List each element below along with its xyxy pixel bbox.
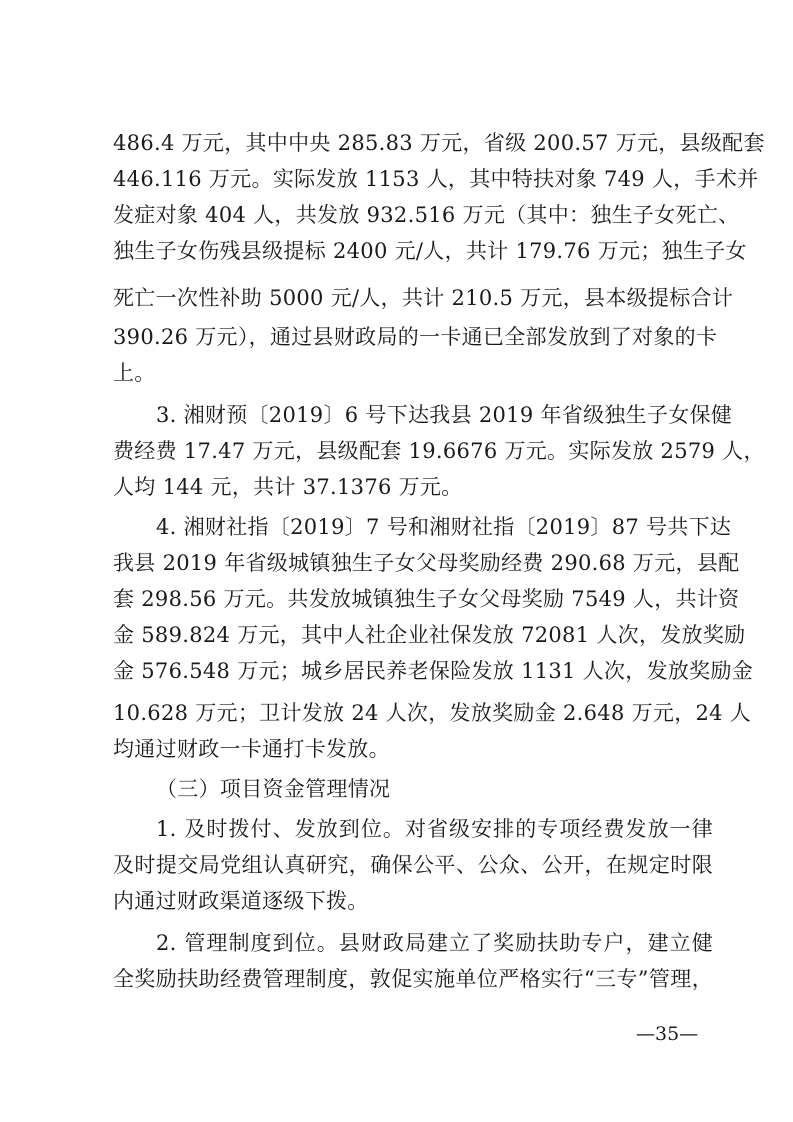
body-text-line: 套 298.56 万元。共发放城镇独生子女父母奖励 7549 人，共计资 [113, 587, 740, 611]
body-text-line: 人均 144 元，共计 37.1376 万元。 [113, 475, 463, 499]
body-text-line: 我县 2019 年省级城镇独生子女父母奖励经费 290.68 万元，县配 [113, 551, 740, 575]
list-item-1-line: 1. 及时拨付、发放到位。对省级安排的专项经费发放一律 [156, 817, 713, 841]
body-text-line: 390.26 万元），通过县财政局的一卡通已全部发放到了对象的卡 [113, 325, 718, 349]
section-heading: （三）项目资金管理情况 [156, 777, 391, 801]
body-text-line: 10.628 万元；卫计发放 24 人次，发放奖励金 2.648 万元，24 人 [113, 701, 752, 725]
body-text-line: 486.4 万元，其中中央 285.83 万元，省级 200.57 万元，县级配套 [113, 131, 765, 155]
body-text-line: 及时提交局党组认真研究，确保公平、公众、公开，在规定时限 [113, 853, 713, 877]
body-text-line: 上。 [113, 361, 156, 385]
body-text-line: 446.116 万元。实际发放 1153 人，其中特扶对象 749 人，手术并 [113, 167, 759, 191]
body-text-line: 金 576.548 万元；城乡居民养老保险发放 1131 人次，发放奖励金 [113, 659, 754, 683]
list-item-4-line: 4. 湘财社指〔2019〕7 号和湘财社指〔2019〕87 号共下达 [156, 515, 732, 539]
body-text-line: 全奖励扶助经费管理制度，敦促实施单位严格实行“三专”管理， [113, 967, 713, 991]
body-text-line: 均通过财政一卡通打卡发放。 [113, 737, 390, 761]
body-text-line: 发症对象 404 人，共发放 932.516 万元（其中：独生子女死亡、 [113, 203, 740, 227]
body-text-line: 金 589.824 万元，其中人社企业社保发放 72081 人次，发放奖励 [113, 623, 746, 647]
list-item-3-line: 3. 湘财预〔2019〕6 号下达我县 2019 年省级独生子女保健 [156, 403, 733, 427]
page-number: —35— [636, 1023, 699, 1045]
body-text-line: 独生子女伤残县级提标 2400 元/人，共计 179.76 万元；独生子女 [113, 239, 747, 263]
body-text-line: 内通过财政渠道逐级下拨。 [113, 889, 369, 913]
body-text-line: 费经费 17.47 万元，县级配套 19.6676 万元。实际发放 2579 人， [113, 439, 765, 463]
body-text-line: 死亡一次性补助 5000 元/人，共计 210.5 万元，县本级提标合计 [113, 286, 734, 310]
list-item-2-line: 2. 管理制度到位。县财政局建立了奖励扶助专户，建立健 [156, 931, 713, 955]
